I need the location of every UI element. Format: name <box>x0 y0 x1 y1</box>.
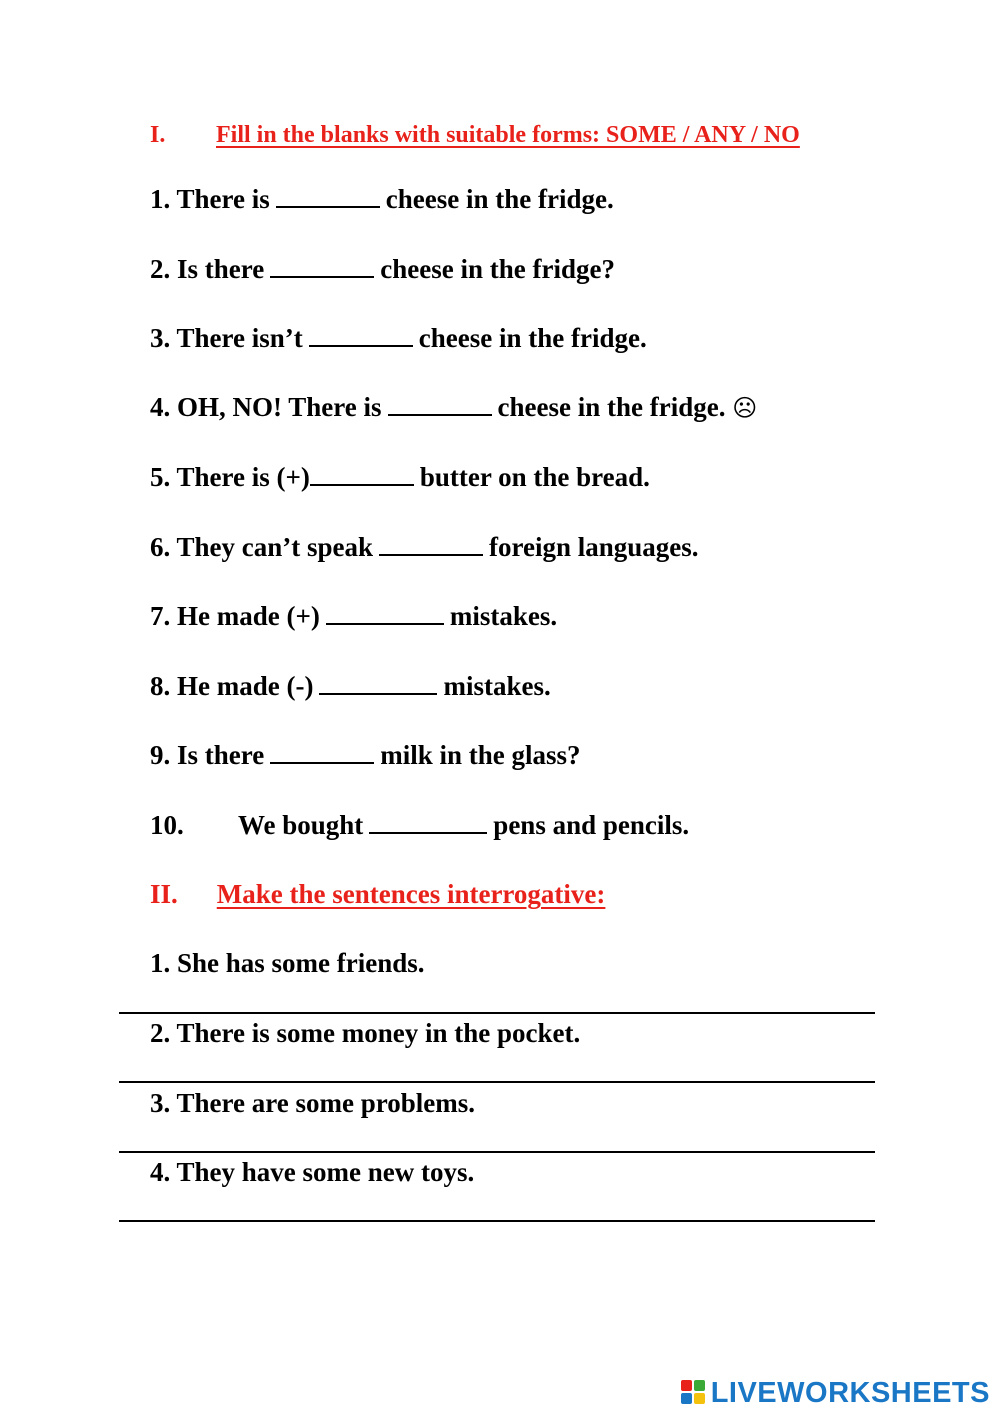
exercise-item-2 <box>150 252 615 286</box>
answer-line-1[interactable] <box>119 1012 875 1014</box>
item-8-text-after: mistakes. <box>443 671 551 701</box>
exercise-item-10 <box>150 808 689 842</box>
item-9-text-after: milk in the glass? <box>380 740 581 770</box>
exercise-item-7 <box>150 599 557 633</box>
item-5-blank[interactable] <box>310 462 414 486</box>
section-2-number: II. <box>150 879 178 909</box>
exercise-item-6 <box>150 530 699 564</box>
item-10-blank[interactable] <box>369 810 487 834</box>
item-1-blank[interactable] <box>276 184 380 208</box>
interrogative-item-1: 1. She has some friends. <box>150 948 425 978</box>
section-2-heading <box>150 877 605 911</box>
exercise-item-1 <box>150 182 614 216</box>
item-8-text-before: 8. He made (-) <box>150 671 314 701</box>
item-9-text-before: 9. Is there <box>150 740 265 770</box>
section-1-title: Fill in the blanks with suitable forms: SOME / ANY / NO <box>216 122 800 148</box>
section-2-title: Make the sentences interrogative: <box>216 879 606 909</box>
item-6-text-after: foreign languages. <box>489 532 699 562</box>
exercise-item-5 <box>150 460 650 494</box>
exercise-item-4 <box>150 390 757 425</box>
item-6-text-before: 6. They can’t speak <box>150 532 374 562</box>
item-7-text-after: mistakes. <box>449 601 558 631</box>
exercise-item-3 <box>150 321 647 355</box>
item-2-text-after: cheese in the fridge? <box>380 254 615 284</box>
item-8-blank[interactable] <box>319 671 437 695</box>
section-1-number: I. <box>150 122 166 148</box>
item-6-blank[interactable] <box>379 532 483 556</box>
item-2-blank[interactable] <box>270 254 374 278</box>
item-5-text-after: butter on the bread. <box>419 462 650 492</box>
item-3-text-before: 3. There isn’t <box>150 323 303 353</box>
item-7-text-before: 7. He made (+) <box>150 601 320 631</box>
liveworksheets-logo-text: LIVEWORKSHEETS <box>710 1376 990 1409</box>
interrogative-item-3: 3. There are some problems. <box>150 1088 475 1118</box>
sad-face-icon: ☹ <box>732 394 758 422</box>
liveworksheets-logo[interactable] <box>681 1376 990 1410</box>
exercise-item-9 <box>150 738 581 772</box>
item-4-blank[interactable] <box>388 392 492 416</box>
item-9-blank[interactable] <box>270 740 374 764</box>
item-3-blank[interactable] <box>309 323 413 347</box>
item-10-number: 10. <box>150 810 184 840</box>
answer-line-4[interactable] <box>119 1220 875 1222</box>
item-10-text-before: We bought <box>238 810 364 840</box>
item-5-text-before: 5. There is (+) <box>150 462 310 492</box>
item-3-text-after: cheese in the fridge. <box>418 323 647 353</box>
answer-line-2[interactable] <box>119 1081 875 1083</box>
item-4-text-after: cheese in the fridge. <box>497 392 726 422</box>
item-4-text-before: 4. OH, NO! There is <box>150 392 382 422</box>
interrogative-item-2: 2. There is some money in the pocket. <box>150 1018 581 1048</box>
item-2-text-before: 2. Is there <box>150 254 265 284</box>
interrogative-item-4: 4. They have some new toys. <box>150 1157 475 1187</box>
item-7-blank[interactable] <box>326 601 444 625</box>
item-1-text-before: 1. There is <box>150 184 270 214</box>
item-10-text-after: pens and pencils. <box>493 810 690 840</box>
answer-line-3[interactable] <box>119 1151 875 1153</box>
item-1-text-after: cheese in the fridge. <box>385 184 614 214</box>
exercise-item-8 <box>150 669 551 703</box>
liveworksheets-logo-icon <box>681 1380 709 1406</box>
section-1-heading <box>150 118 800 152</box>
